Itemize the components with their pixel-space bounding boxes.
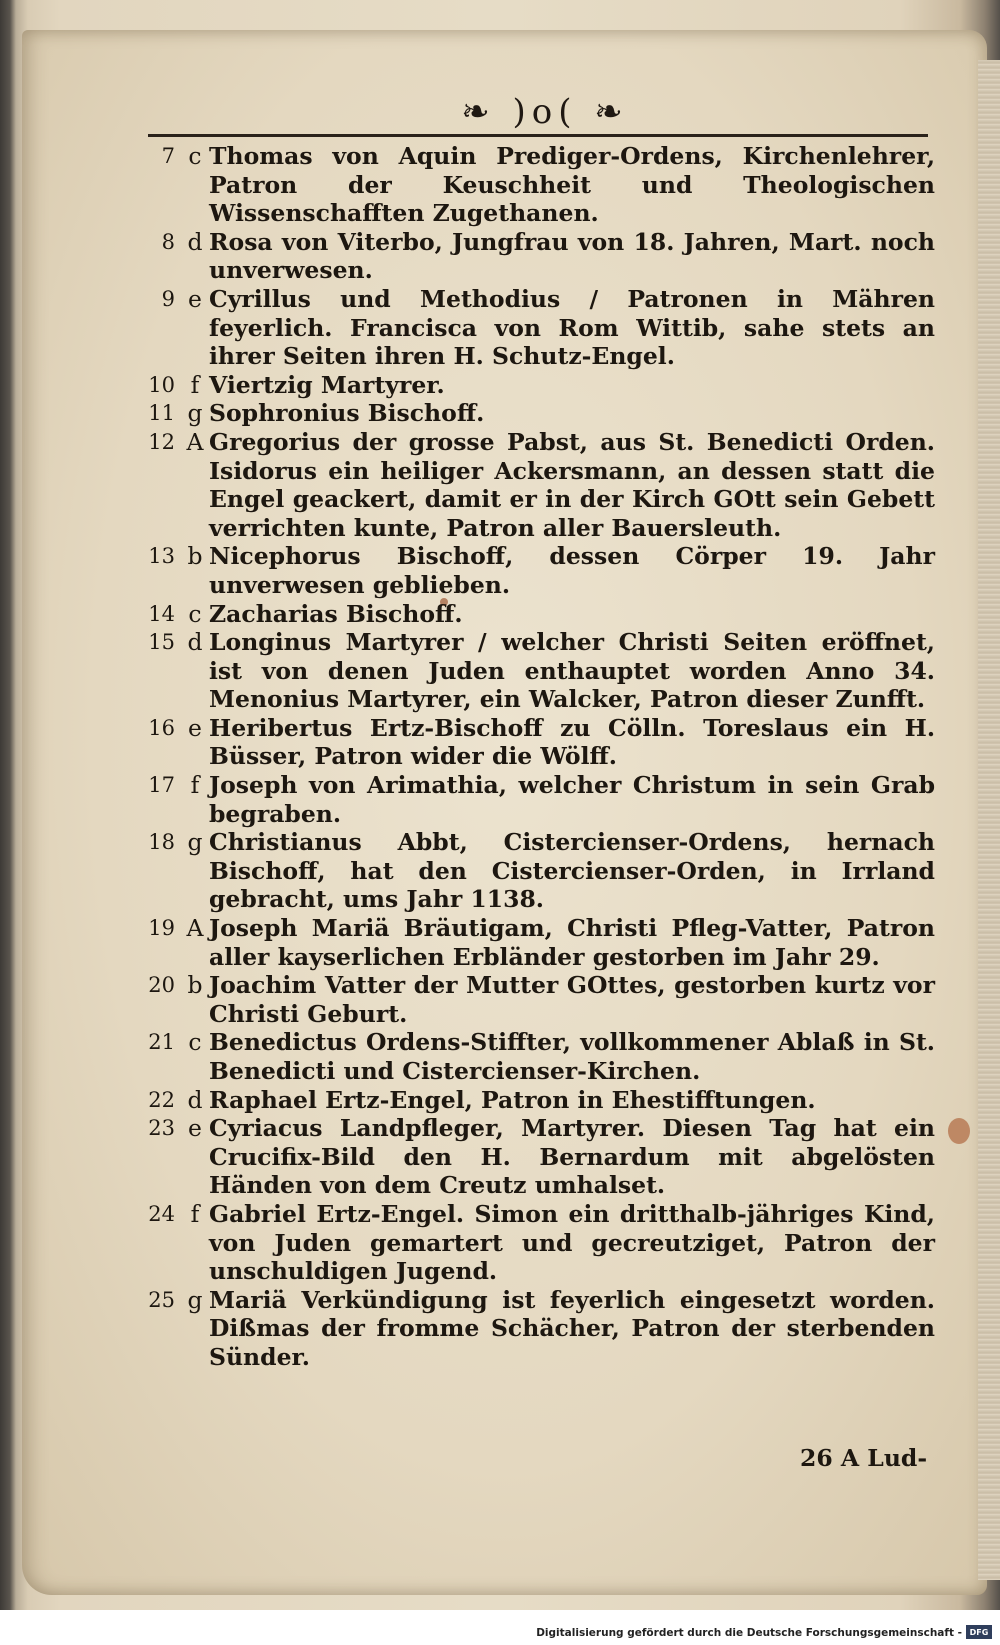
page-header-ornament: ❧ )o( ❧ bbox=[461, 92, 629, 132]
dominical-letter: f bbox=[190, 771, 200, 800]
calendar-entry bbox=[135, 142, 935, 228]
calendar-entry bbox=[135, 971, 935, 1028]
dominical-letter: b bbox=[187, 542, 203, 571]
calendar-entry bbox=[135, 228, 935, 285]
calendar-entry bbox=[135, 1286, 935, 1372]
dfg-logo: DFG bbox=[966, 1625, 992, 1639]
dominical-letter: c bbox=[188, 142, 202, 170]
saint-entry-text: Longinus Martyrer / welcher Christi Seiten eröffnet, ist von denen Juden enthauptet worden Anno 34. Menonius Martyrer, ein Walcker, Patron dieser Zunfft. bbox=[209, 628, 935, 714]
day-number: 7 bbox=[161, 144, 175, 168]
calendar-entry bbox=[135, 1086, 935, 1115]
day-number: 9 bbox=[161, 286, 175, 311]
day-number: 25 bbox=[148, 1287, 175, 1312]
calendar-entry bbox=[135, 914, 935, 971]
dominical-letter: f bbox=[190, 370, 200, 399]
catchword: 26 A Lud- bbox=[800, 1444, 928, 1472]
dominical-letter: f bbox=[190, 1199, 200, 1228]
dominical-letter: e bbox=[188, 713, 202, 742]
dominical-letter: d bbox=[187, 1085, 203, 1114]
saint-entry-text: Sophronius Bischoff. bbox=[209, 399, 485, 428]
dominical-letter: b bbox=[187, 971, 203, 1000]
saint-entry-text: Christianus Abbt, Cistercienser-Ordens, hernach Bischoff, hat den Cistercienser-Orden, in Irrland gebracht, ums Jahr 1138. bbox=[209, 828, 935, 914]
dominical-letter: g bbox=[187, 1285, 203, 1314]
saint-entry-text: Nicephorus Bischoff, dessen Cörper 19. Jahr unverwesen geblieben. bbox=[209, 542, 935, 599]
saint-entry-text: Gregorius der grosse Pabst, aus St. Benedicti Orden. Isidorus ein heiliger Ackersmann, an dessen statt die Engel geackert, damit er in der Kirch GOtt sein Gebett verrichten kunte, Patron aller Bauersleuth. bbox=[209, 427, 935, 542]
saint-entry-text: Benedictus Ordens-Stiffter, vollkommener Ablaß in St. Benedicti und Cistercienser-Kirchen. bbox=[209, 1028, 935, 1085]
calendar-entries bbox=[135, 142, 935, 1372]
saint-entry-text: Cyriacus Landpfleger, Martyrer. Diesen Tag hat ein Crucifix-Bild den H. Bernardum mit abgelösten Händen von dem Creutz umhalset. bbox=[209, 1114, 935, 1200]
calendar-entry bbox=[135, 600, 935, 629]
calendar-entry bbox=[135, 714, 935, 771]
dominical-letter: A bbox=[186, 427, 204, 456]
calendar-entry bbox=[135, 1028, 935, 1085]
page-edges bbox=[978, 60, 1000, 1580]
day-number: 15 bbox=[148, 630, 175, 655]
dominical-letter: d bbox=[187, 227, 203, 256]
day-number: 8 bbox=[161, 229, 175, 254]
calendar-entry bbox=[135, 1114, 935, 1200]
saint-entry-text: Heribertus Ertz-Bischoff zu Cölln. Toreslaus ein H. Büsser, Patron wider die Wölff. bbox=[209, 713, 935, 771]
saint-entry-text: Raphael Ertz-Engel, Patron in Ehestifftungen. bbox=[209, 1085, 816, 1114]
saint-entry-text: Joseph Mariä Bräutigam, Christi Pfleg-Vatter, Patron aller kayserlichen Erbländer gestorben im Jahr 29. bbox=[209, 914, 935, 971]
saint-entry-text: Gabriel Ertz-Engel. Simon ein dritthalb-jähriges Kind, von Juden gemartert und gecreutziget, Patron der unschuldigen Jugend. bbox=[209, 1199, 935, 1286]
day-number: 10 bbox=[148, 372, 175, 397]
saint-entry-text: Rosa von Viterbo, Jungfrau von 18. Jahren, Mart. noch unverwesen. bbox=[209, 227, 935, 285]
dominical-letter: c bbox=[188, 1028, 202, 1057]
day-number: 20 bbox=[148, 973, 175, 998]
day-number: 24 bbox=[148, 1201, 175, 1226]
footer-credit: Digitalisierung gefördert durch die Deutsche Forschungsgemeinschaft - bbox=[536, 1627, 962, 1639]
dominical-letter: c bbox=[188, 599, 202, 628]
header-rule bbox=[148, 134, 928, 137]
day-number: 23 bbox=[148, 1116, 175, 1141]
day-number: 13 bbox=[148, 544, 175, 569]
calendar-entry bbox=[135, 399, 935, 428]
saint-entry-text: Mariä Verkündigung ist feyerlich eingesetzt worden. Dißmas der fromme Schächer, Patron der sterbenden Sünder. bbox=[209, 1285, 935, 1371]
calendar-entry bbox=[135, 1200, 935, 1286]
calendar-entry bbox=[135, 828, 935, 914]
calendar-entry bbox=[135, 428, 935, 542]
calendar-entry bbox=[135, 285, 935, 371]
saint-entry-text: Cyrillus und Methodius / Patronen in Mähren feyerlich. Francisca von Rom Wittib, sahe stets an ihrer Seiten ihren H. Schutz-Engel. bbox=[209, 284, 935, 371]
day-number: 21 bbox=[148, 1030, 175, 1055]
saint-entry-text: Joseph von Arimathia, welcher Christum in sein Grab begraben. bbox=[209, 771, 935, 828]
calendar-entry bbox=[135, 771, 935, 828]
calendar-entry bbox=[135, 371, 935, 400]
dominical-letter: A bbox=[186, 914, 204, 943]
day-number: 22 bbox=[148, 1087, 175, 1112]
day-number: 18 bbox=[148, 830, 175, 855]
dominical-letter: g bbox=[187, 828, 203, 857]
day-number: 19 bbox=[148, 916, 175, 941]
day-number: 14 bbox=[148, 601, 175, 626]
dominical-letter: g bbox=[187, 399, 203, 428]
saint-entry-text: Viertzig Martyrer. bbox=[209, 370, 445, 399]
day-number: 11 bbox=[148, 401, 175, 426]
dominical-letter: e bbox=[188, 1114, 202, 1143]
day-number: 16 bbox=[148, 715, 175, 740]
dominical-letter: e bbox=[188, 284, 202, 313]
saint-entry-text: Zacharias Bischoff. bbox=[209, 599, 463, 628]
ink-stain bbox=[948, 1118, 970, 1144]
dominical-letter: d bbox=[187, 628, 203, 657]
saint-entry-text: Thomas von Aquin Prediger-Ordens, Kirchenlehrer, Patron der Keuschheit und Theologischen Wissenschafften Zugethanen. bbox=[209, 142, 935, 228]
calendar-entry bbox=[135, 628, 935, 714]
day-number: 12 bbox=[148, 429, 175, 454]
day-number: 17 bbox=[148, 773, 175, 798]
saint-entry-text: Joachim Vatter der Mutter GOttes, gestorben kurtz vor Christi Geburt. bbox=[209, 971, 935, 1028]
calendar-entry bbox=[135, 542, 935, 599]
